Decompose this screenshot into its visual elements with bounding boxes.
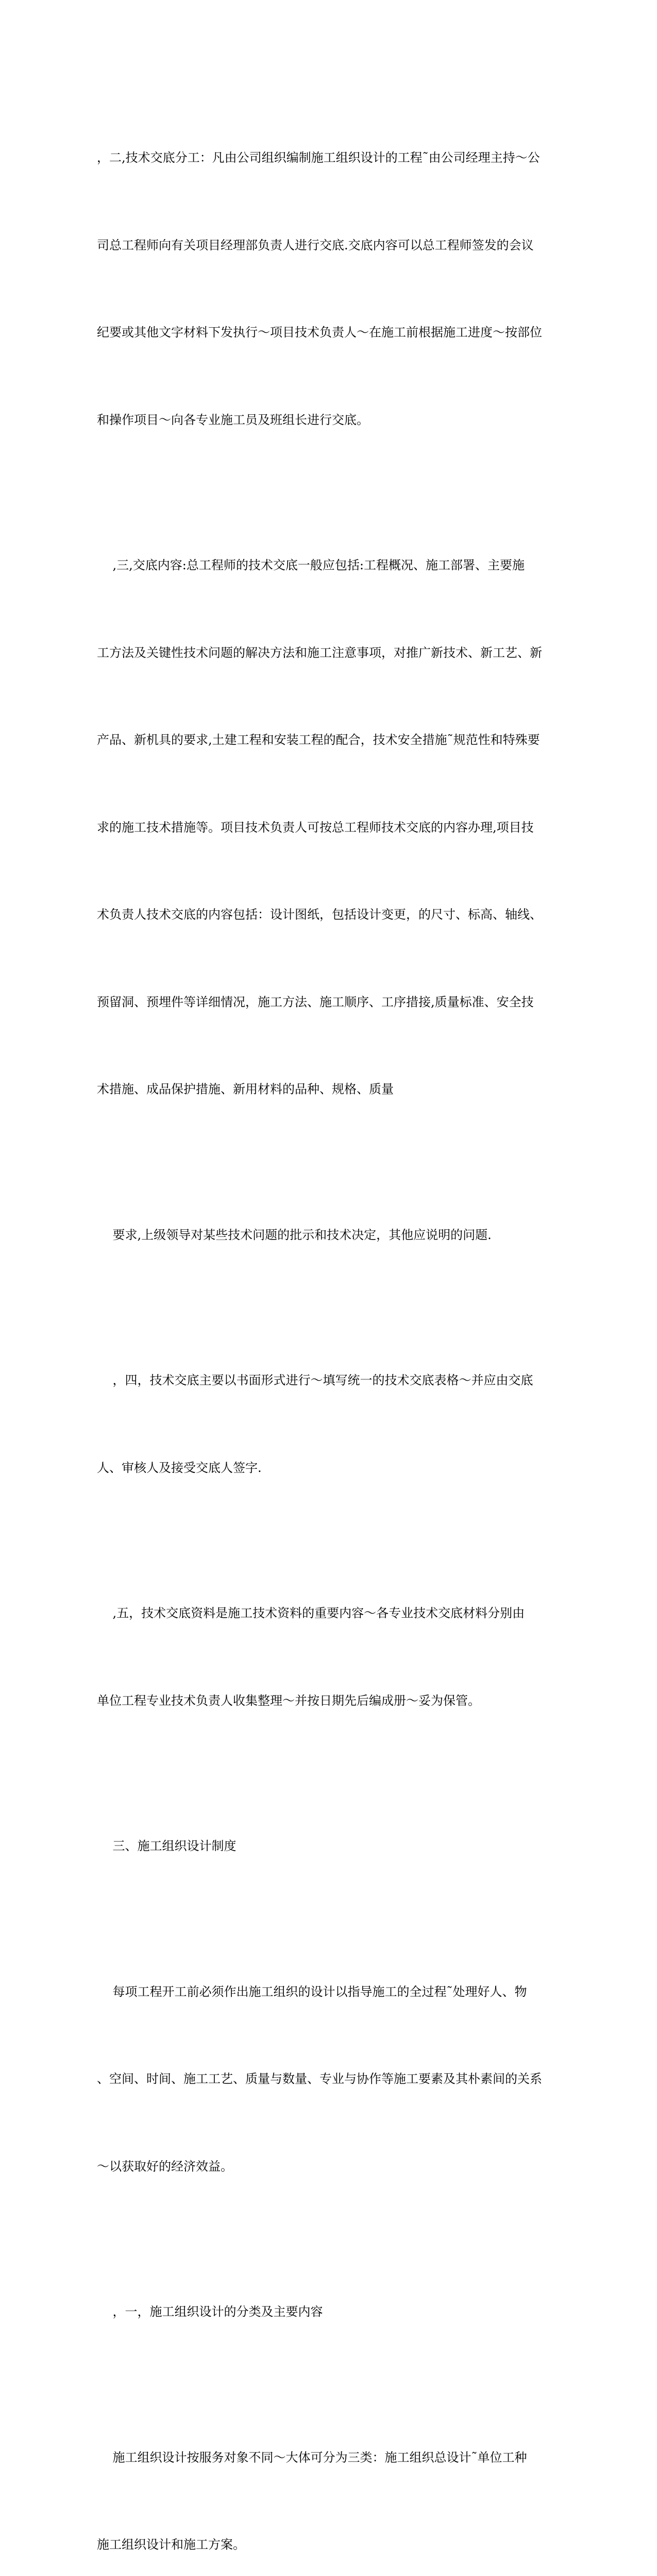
text-line: 单位工程专业技术负责人收集整理～并按日期先后编成册～妥为保管。	[97, 1686, 561, 1716]
text-line: 术负责人技术交底的内容包括：设计图纸，包括设计变更，的尺寸、标高、轴线、	[97, 900, 561, 929]
paragraph-design-purpose	[97, 1919, 561, 2240]
text-line: 工方法及关键性技术问题的解决方法和施工注意事项，对推广新技术、新工艺、新	[97, 638, 561, 668]
text-line: 预留洞、预埋件等详细情况，施工方法、施工顺序、工序措接,质量标准、安全技	[97, 988, 561, 1017]
text-line: 施工组织设计按服务对象不同～大体可分为三类：施工组织总设计˜单位工种	[97, 2443, 561, 2472]
text-line: ,三,交底内容:总工程师的技术交底一般应包括:工程概况、施工部署、主要施	[97, 551, 561, 580]
text-line: 人、审核人及接受交底人签字.	[97, 1453, 561, 1483]
text-line: 、空间、时间、施工工艺、质量与数量、专业与协作等施工要素及其朴素间的关系	[97, 2064, 561, 2094]
paragraph-design-categories	[97, 2385, 561, 2576]
section-heading-construction-design-system	[97, 1773, 561, 1919]
text-line: 三、施工组织设计制度	[97, 1832, 561, 1861]
document-page	[0, 0, 657, 850]
paragraph-briefing-records	[97, 1540, 561, 1773]
text-line: 司总工程师向有关项目经理部负责人进行交底.交底内容可以总工程师签发的会议	[97, 231, 561, 260]
text-line: ，一，施工组织设计的分类及主要内容	[97, 2297, 561, 2327]
paragraph-requirements	[97, 1162, 561, 1308]
text-line: ，二,技术交底分工：凡由公司组织编制施工组织设计的工程˜由公司经理主持～公	[97, 143, 561, 173]
paragraph-technical-briefing-division	[97, 85, 561, 493]
text-line: ,五，技术交底资料是施工技术资料的重要内容～各专业技术交底材料分别由	[97, 1599, 561, 1628]
document-body	[97, 85, 561, 2576]
text-line: 施工组织设计和施工方案。	[97, 2530, 561, 2560]
text-line: 纪要或其他文字材料下发执行～项目技术负责人～在施工前根据施工进度～按部位	[97, 318, 561, 347]
text-line: ，四，技术交底主要以书面形式进行～填写统一的技术交底表格～并应由交底	[97, 1366, 561, 1395]
text-line: 要求,上级领导对某些技术问题的批示和技术决定，其他应说明的问题.	[97, 1221, 561, 1250]
paragraph-written-briefing	[97, 1308, 561, 1540]
text-line: 求的施工技术措施等。项目技术负责人可按总工程师技术交底的内容办理,项目技	[97, 813, 561, 842]
text-line: 产品、新机具的要求,土建工程和安装工程的配合，技术安全措施˜规范性和特殊要	[97, 725, 561, 755]
text-line: 每项工程开工前必须作出施工组织的设计以指导施工的全过程˜处理好人、物	[97, 1977, 561, 2007]
paragraph-briefing-content	[97, 493, 561, 1162]
text-line: 术措施、成品保护措施、新用材料的品种、规格、质量	[97, 1075, 561, 1104]
text-line: ～以获取好的经济效益。	[97, 2152, 561, 2181]
text-line: 和操作项目～向各专业施工员及班组长进行交底。	[97, 405, 561, 435]
subheading-design-classification	[97, 2239, 561, 2385]
